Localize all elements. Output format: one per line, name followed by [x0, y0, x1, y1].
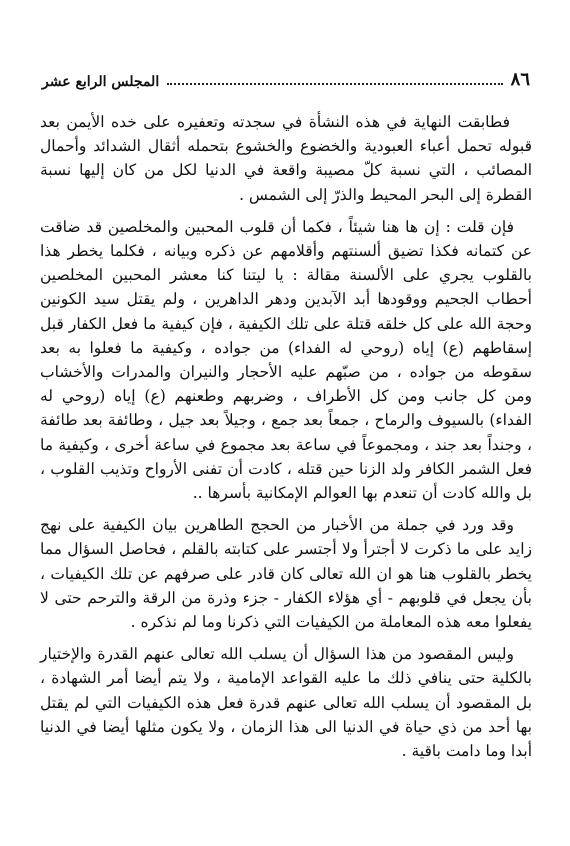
header-dotted-leader	[167, 83, 502, 85]
page-number: ٨٦	[510, 69, 530, 90]
paragraph: فإن قلت : إن ها هنا شيئاً ، فكما أن قلوب المحبين والمخلصين قد ضاقت عن كتمانه فكذا تضيق ألسنتهم وأقلامهم عن ذكره وبيانه ، فكلما يخطر هذا بالقلوب يجري على الألسنة مقالة : يا ليتنا كنا معشر المحبين المخلصين أحطاب الجحيم ووقودها أبد الآبدين ودهر الداهرين ، ولم يقتل سيد الكونين وحجة الله على كل خلقه قتلة على تلك الكيفية ، فإن كيفية ما فعل الكفار قبل إسقاطهم (ع) إياه (روحي له الفداء) من جواده ، وكيفية ما فعلوا به بعد سقوطه من جواده ، من صبّهم عليه الأحجار والنيران والمدرات والأخشاب ومن كل جانب ومن كل الأطراف ، وضربهم وطعنهم (ع) إياه (روحي له الفداء) بالسيوف والرماح ، جمعاً بعد جمع ، وجيلاً بعد جيل ، وطائفة بعد طائفة ، وجنداً بعد جند ، ومجموعاً في ساعة بعد مجموع في ساعة أخرى ، وكيفية ما فعل الشمر الكافر ولد الزنا حين قتله ، كادت أن تفنى الأرواح وتذيب القلوب ، بل والله كادت أن تنعدم بها العوالم الإمكانية بأسرها ..	[40, 217, 532, 503]
section-title: المجلس الرابع عشر	[42, 74, 160, 90]
page-body	[40, 110, 532, 771]
paragraph: وقد ورد في جملة من الأخبار من الحجج الطاهرين بيان الكيفية على نهج زايد على ما ذكرت لا أجترأ ولا أجتسر على كتابته بالقلم ، فحاصل السؤال مما يخطر بالقلوب هنا هو ان الله تعالى كان قادر على صرفهم عن تلك الكيفيات ، بأن يجعل في قلوبهم - أي هؤلاء الكفار - جزء وذرة من الرقة والترحم حتى لا يفعلوا معه هذه المعاملة من الكيفيات التي ذكرنا وما لم نذكره .	[40, 516, 532, 632]
page-header	[36, 64, 530, 90]
paragraph: وليس المقصود من هذا السؤال أن يسلب الله تعالى عنهم القدرة والإختيار بالكلية حتى ينافي ذلك ما عليه القواعد الإمامية ، ولا يتم أيضا أمر الشهادة ، بل المقصود أن يسلب الله تعالى عنهم قدرة فعل هذه الكيفيات التي لم يقتل بها أحد من ذي حياة في الدنيا الى هذا الزمان ، ولا يكون مثلها أيضا في الدنيا أبدا وما دامت باقية .	[40, 645, 532, 761]
paragraph: فطابقت النهاية في هذه النشأة في سجدته وتعفيره على خده الأيمن بعد قبوله تحمل أعباء العبودية والخضوع والخشوع بتحمله أثقال الشدائد وأحمال المصائب ، التي نسبة كلّ مصيبة واقعة في الدنيا لكل من كان إليها نسبة القطرة إلى البحر المحيط والذرّ إلى الشمس .	[40, 113, 532, 204]
